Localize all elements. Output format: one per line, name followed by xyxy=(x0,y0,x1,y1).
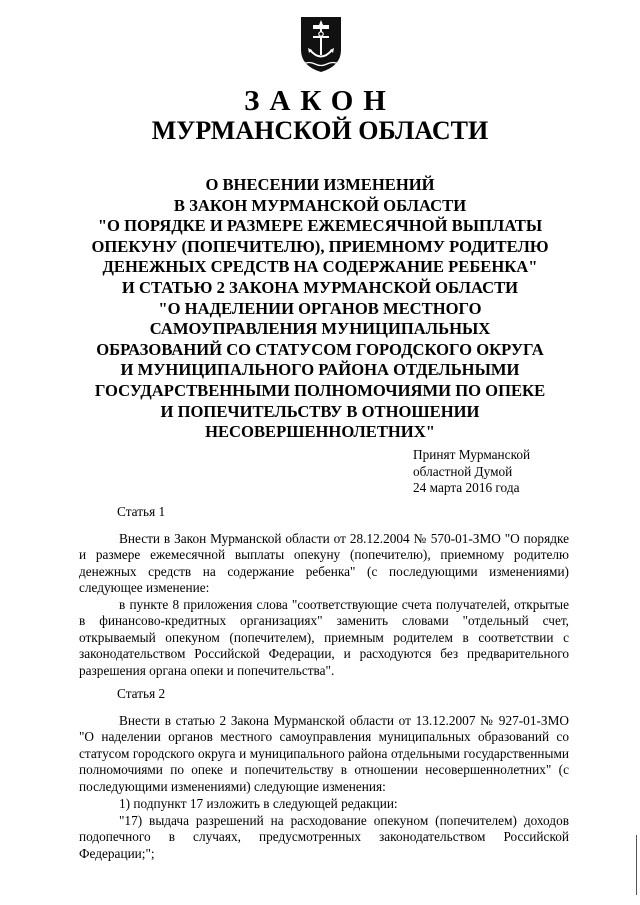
law-region-title: МУРМАНСКОЙ ОБЛАСТИ xyxy=(151,116,489,145)
article-1-intro: Внести в Закон Мурманской области от 28.12.2004 № 570-01-ЗМО "О порядке и размере ежемесячной выплаты опекуну (попечителю), приемному родителю денежных средств на содержание ребенка" (с последующими изменениями) следующее изменение: xyxy=(79,531,569,596)
law-subject xyxy=(60,175,580,443)
subject-line: "О ПОРЯДКЕ И РАЗМЕРЕ ЕЖЕМЕСЯЧНОЙ ВЫПЛАТЫ xyxy=(97,216,543,236)
scan-edge-mark xyxy=(636,835,637,895)
article-2-heading: Статья 2 xyxy=(117,686,166,701)
subject-line: ГОСУДАРСТВЕННЫМИ ПОЛНОМОЧИЯМИ ПО ОПЕКЕ xyxy=(94,380,546,400)
adoption-line: Принят Мурманской xyxy=(413,447,531,462)
subject-line: ОБРАЗОВАНИЙ СО СТАТУСОМ ГОРОДСКОГО ОКРУГА xyxy=(96,339,544,359)
article-2-intro: Внести в статью 2 Закона Мурманской области от 13.12.2007 № 927-01-ЗМО "О наделении органов местного самоуправления муниципальных образований со статусом городского округа и муниципального района отдельными государственными полномочиями по опеке и попечительству в отношении несовершеннолетних" (с последующими изменениями) следующие изменения: xyxy=(79,713,569,794)
subject-line: И СТАТЬЮ 2 ЗАКОНА МУРМАНСКОЙ ОБЛАСТИ xyxy=(121,277,519,297)
article-2-item-1-text: "17) выдача разрешений на расходование опекуном (попечителем) доходов подопечного в случаях, предусмотренных законодательством Российской Федерации;"; xyxy=(79,813,569,861)
subject-line: ДЕНЕЖНЫХ СРЕДСТВ НА СОДЕРЖАНИЕ РЕБЕНКА" xyxy=(102,257,538,277)
subject-line: И ПОПЕЧИТЕЛЬСТВУ В ОТНОШЕНИИ xyxy=(160,401,480,421)
adoption-line: областной Думой xyxy=(413,463,513,479)
subject-line: НЕСОВЕРШЕННОЛЕТНИХ" xyxy=(205,422,435,442)
coat-of-arms-emblem xyxy=(297,14,345,74)
subject-line: И МУНИЦИПАЛЬНОГО РАЙОНА ОТДЕЛЬНЫМИ xyxy=(120,360,520,380)
subject-line: В ЗАКОН МУРМАНСКОЙ ОБЛАСТИ xyxy=(173,195,467,215)
article-1-heading: Статья 1 xyxy=(117,504,166,519)
subject-line: САМОУПРАВЛЕНИЯ МУНИЦИПАЛЬНЫХ xyxy=(149,319,491,339)
subject-line: ОПЕКУНУ (ПОПЕЧИТЕЛЮ), ПРИЕМНОМУ РОДИТЕЛЮ xyxy=(91,236,549,256)
article-1-change: в пункте 8 приложения слова "соответствующие счета получателей, открытые в финансово-кредитных организациях" заменить словами "отдельный счет, открываемый опекуном (попечителем), приемным родителем в соответствии с законодательством Российской Федерации, и расходуются без предварительного разрешения органа опеки и попечительства". xyxy=(79,597,569,678)
adoption-note xyxy=(413,447,530,497)
adoption-line: 24 марта 2016 года xyxy=(413,480,520,495)
law-title: ЗАКОН xyxy=(244,85,396,117)
subject-line: О ВНЕСЕНИИ ИЗМЕНЕНИЙ xyxy=(205,175,435,194)
subject-line: "О НАДЕЛЕНИИ ОРГАНОВ МЕСТНОГО xyxy=(158,298,482,318)
article-2-item-1: 1) подпункт 17 изложить в следующей редакции: xyxy=(119,796,398,811)
